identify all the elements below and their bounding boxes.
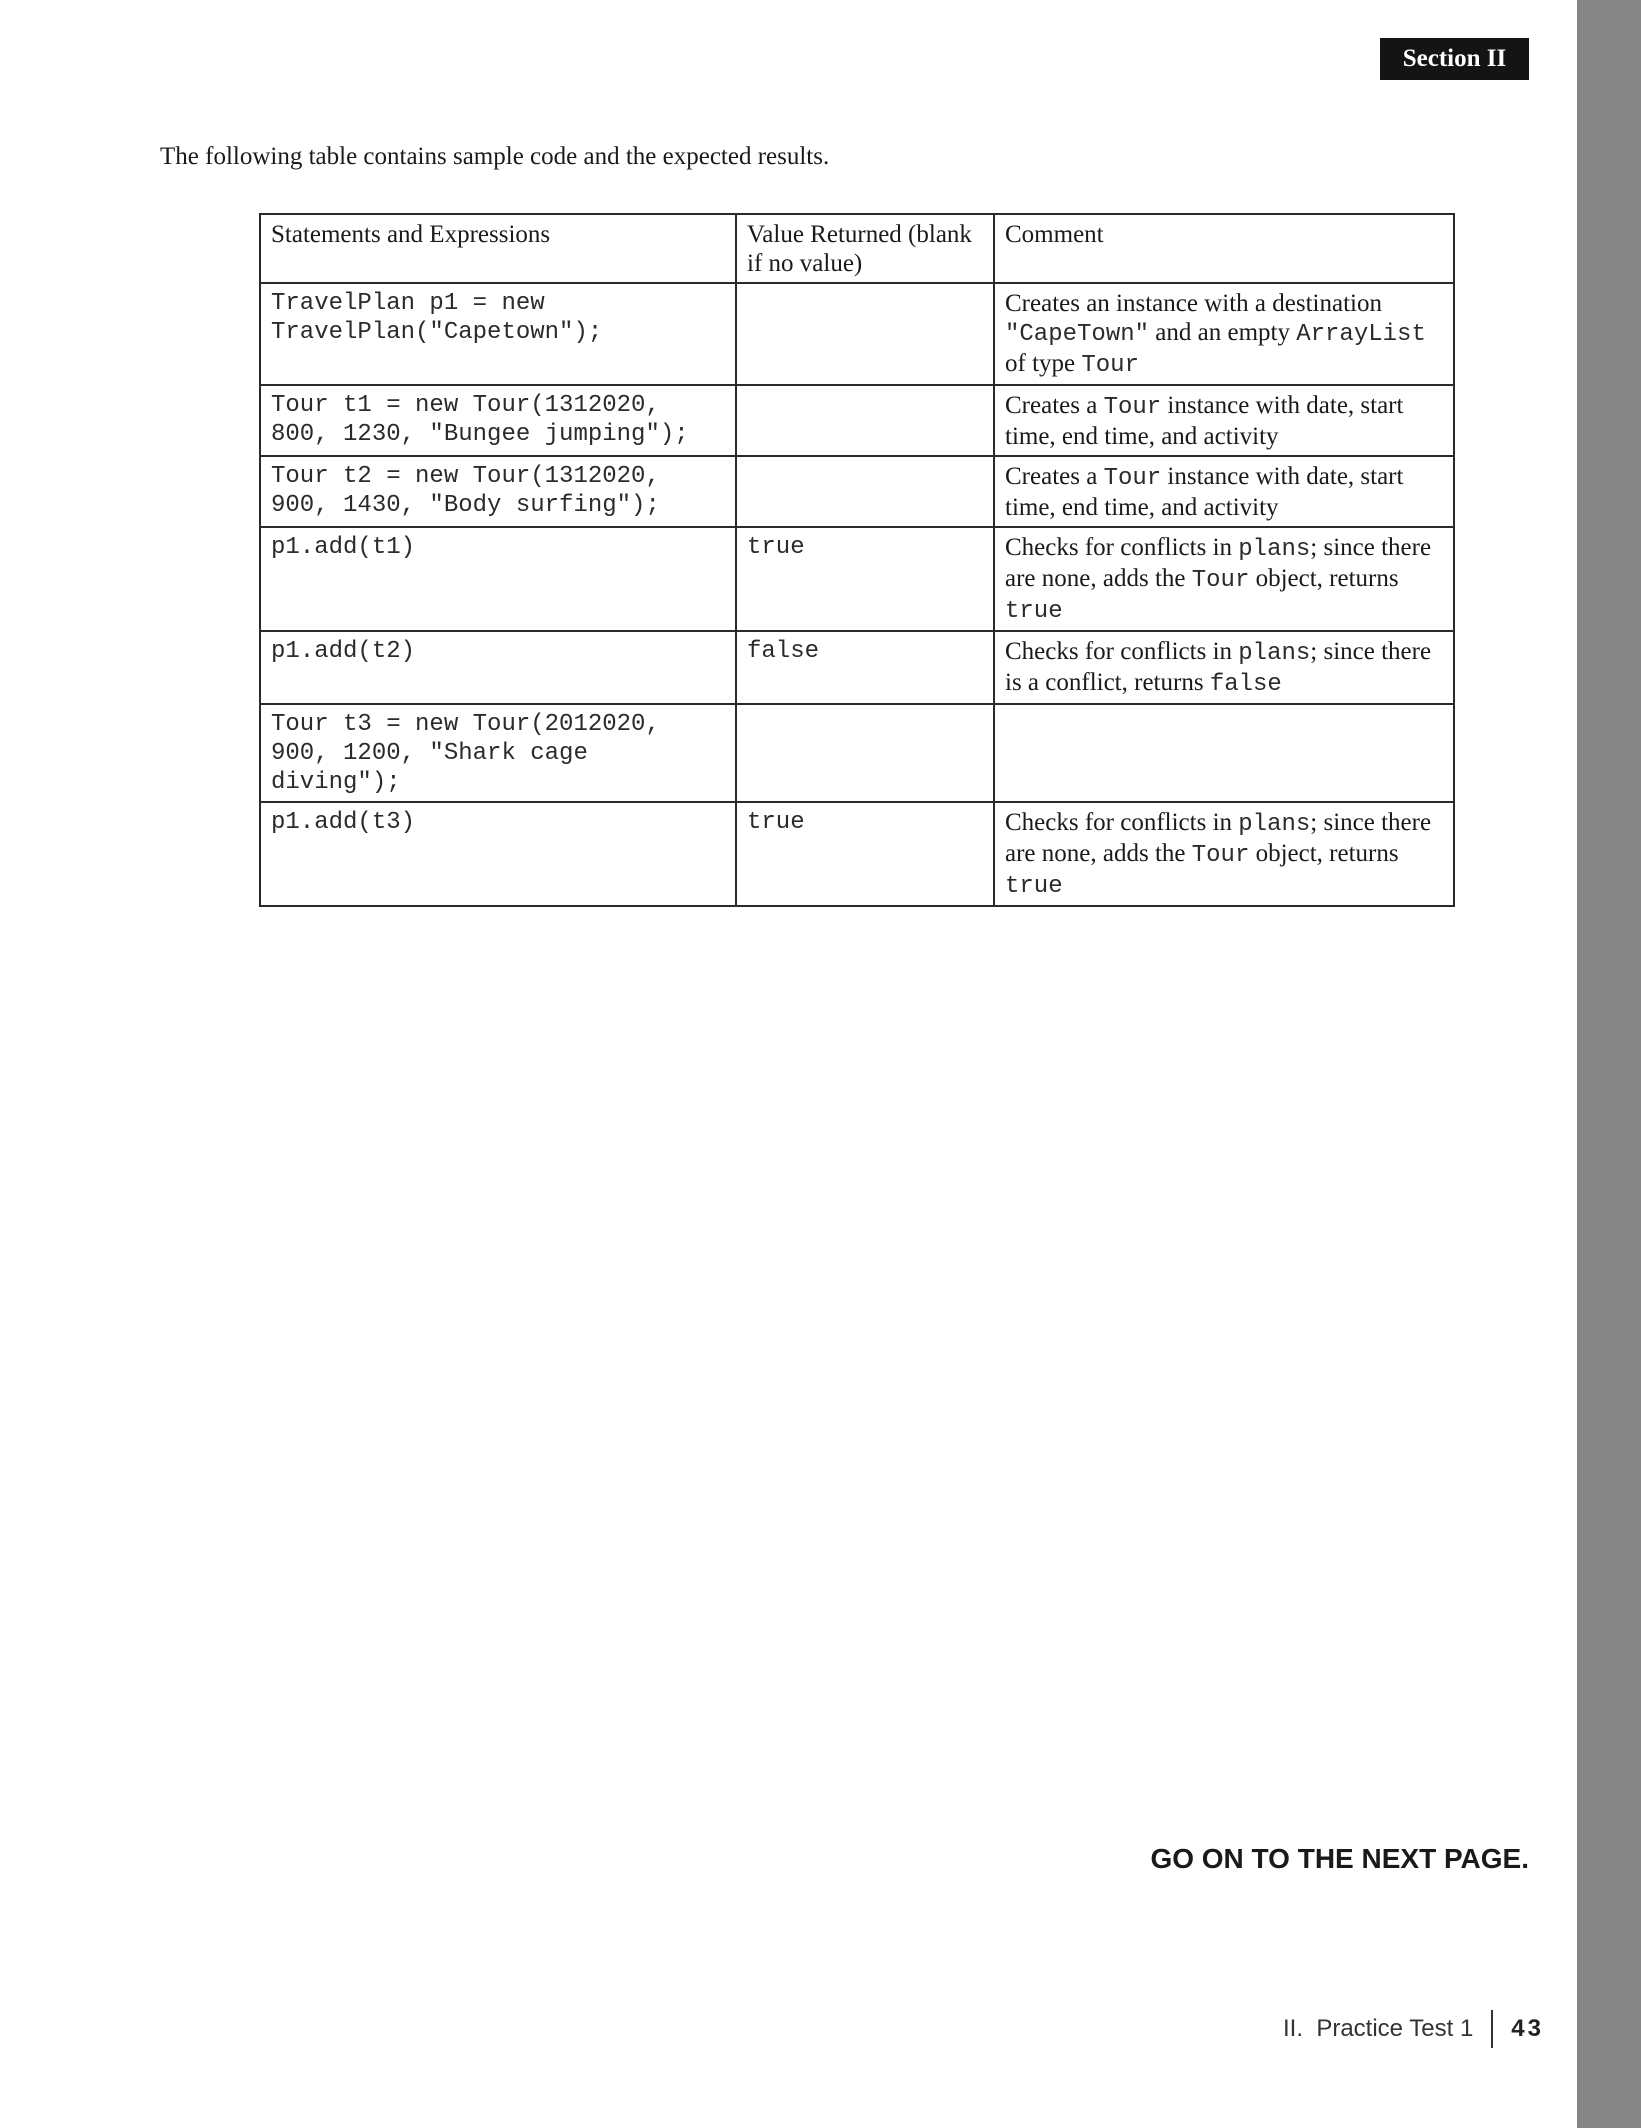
statement-cell: p1.add(t1): [260, 527, 736, 631]
statement-cell: Tour t3 = new Tour(2012020, 900, 1200, "Shark cage diving");: [260, 704, 736, 802]
value-cell: [736, 385, 994, 456]
inline-code: plans: [1238, 640, 1311, 667]
go-on-notice: GO ON TO THE NEXT PAGE.: [1150, 1843, 1529, 1874]
page-number: 43: [1511, 2015, 1544, 2042]
comment-text: Checks for conflicts in: [1005, 534, 1239, 561]
inline-code: plans: [1238, 536, 1311, 563]
comment-cell: [994, 385, 1454, 456]
inline-code: true: [1005, 873, 1063, 900]
inline-code: Tour: [1103, 465, 1162, 492]
statement-cell: Tour t2 = new Tour(1312020, 900, 1430, "Body surfing");: [260, 456, 736, 527]
value-cell: [736, 283, 994, 385]
comment-text: of type: [1005, 350, 1082, 377]
inline-code: Tour: [1103, 394, 1162, 421]
footer-divider: [1491, 2010, 1493, 2048]
inline-code: true: [1005, 598, 1063, 625]
statement-cell: p1.add(t3): [260, 802, 736, 906]
header-value-returned: Value Returned (blank if no value): [736, 214, 994, 283]
table-row: [260, 802, 1454, 906]
header-comment: Comment: [994, 214, 1454, 283]
inline-code: "CapeTown": [1005, 321, 1150, 348]
section-label: Section II: [1402, 45, 1507, 72]
inline-code: Tour: [1191, 842, 1250, 869]
comment-text: instance with date, start time, end time, and activity: [1005, 463, 1404, 521]
statement-cell: TravelPlan p1 = new TravelPlan("Capetown");: [260, 283, 736, 385]
comment-cell: [994, 283, 1454, 385]
footer-label: II. Practice Test 1: [1282, 2015, 1474, 2042]
value-cell: [736, 456, 994, 527]
table-row: [260, 456, 1454, 527]
comment-text: Checks for conflicts in: [1005, 638, 1239, 665]
comment-cell: [994, 802, 1454, 906]
comment-text: object, returns: [1249, 840, 1399, 867]
value-cell: true: [736, 527, 994, 631]
header-statements: Statements and Expressions: [260, 214, 736, 283]
value-cell: false: [736, 631, 994, 704]
comment-text: Creates a: [1005, 392, 1104, 419]
table-row: [260, 704, 1454, 802]
section-badge: [1380, 38, 1529, 80]
comment-cell: [994, 704, 1454, 802]
table-row: [260, 385, 1454, 456]
comment-text: ; since there are none, adds the: [1005, 809, 1432, 867]
statement-cell: p1.add(t2): [260, 631, 736, 704]
intro-text: The following table contains sample code and the expected results.: [160, 143, 830, 170]
inline-code: plans: [1238, 811, 1311, 838]
page-edge-strip: [1577, 0, 1641, 2128]
comment-text: ; since there is a conflict, returns: [1005, 638, 1432, 696]
table-row: [260, 527, 1454, 631]
comment-text: Checks for conflicts in: [1005, 809, 1239, 836]
inline-code: Tour: [1081, 352, 1139, 379]
statement-cell: Tour t1 = new Tour(1312020, 800, 1230, "Bungee jumping");: [260, 385, 736, 456]
table-header-row: [260, 214, 1454, 283]
comment-text: and an empty: [1149, 319, 1297, 346]
value-cell: [736, 704, 994, 802]
inline-code: Tour: [1191, 567, 1250, 594]
comment-cell: [994, 631, 1454, 704]
inline-code: false: [1209, 671, 1282, 698]
comment-text: Creates a: [1005, 463, 1104, 490]
table-row: [260, 283, 1454, 385]
comment-text: ; since there are none, adds the: [1005, 534, 1432, 592]
value-cell: true: [736, 802, 994, 906]
sample-code-table: [259, 213, 1455, 907]
comment-cell: [994, 527, 1454, 631]
comment-text: instance with date, start time, end time, and activity: [1005, 392, 1404, 450]
comment-cell: [994, 456, 1454, 527]
comment-text: Creates an instance with a destination: [1005, 290, 1382, 317]
comment-text: object, returns: [1249, 565, 1399, 592]
table-row: [260, 631, 1454, 704]
inline-code: ArrayList: [1296, 321, 1426, 348]
page-footer: [1283, 2010, 1544, 2048]
